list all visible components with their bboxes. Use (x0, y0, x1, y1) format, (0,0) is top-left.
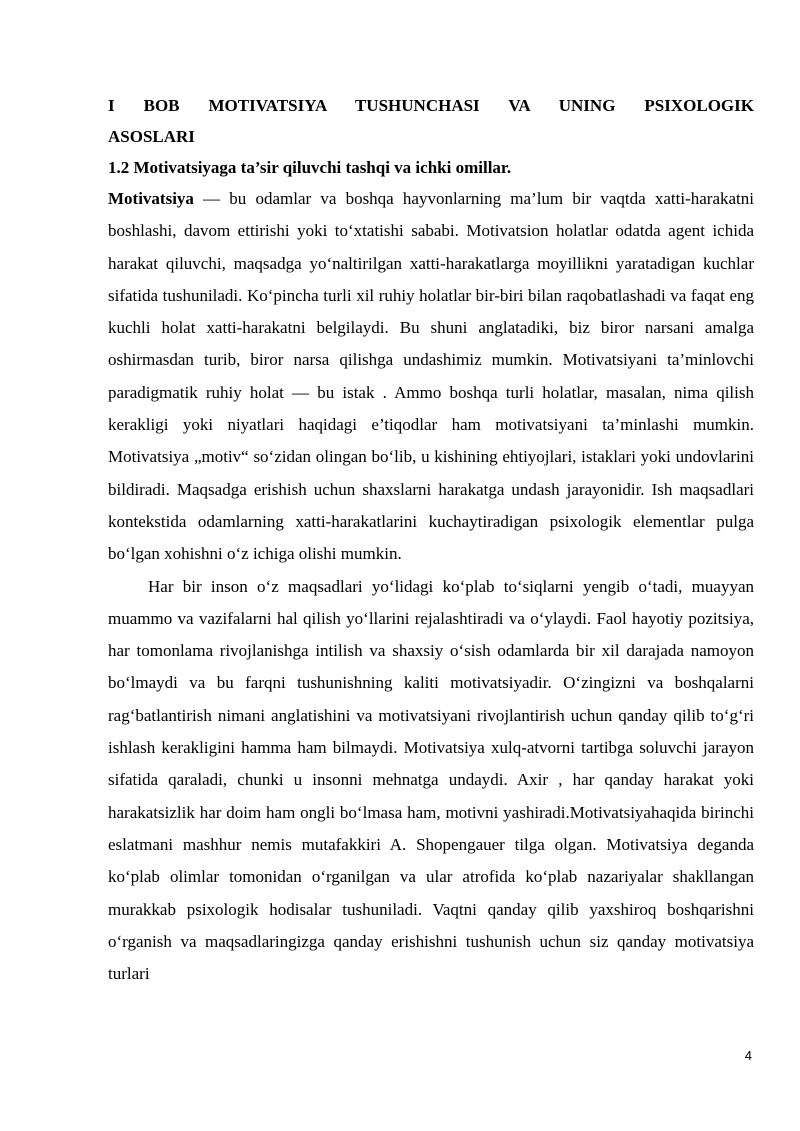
document-page (108, 90, 754, 990)
section-title: 1.2 Motivatsiyaga ta’sir qiluvchi tashqi va ichki omillar. (108, 158, 512, 177)
paragraph-motivation-definition-text: — bu odamlar va boshqa hayvonlarning ma’lum bir vaqtda xatti-harakatni boshlashi, davom ettirishi yoki to‘xtatishi sababi. Motivatsion holatlar odatda agent ichida harakat qiluvchi, maqsadga yo‘naltirilgan xatti-harakatlarga moyillikni yaratadigan kuchlar sifatida tushuniladi. Ko‘pincha turli xil ruhiy holatlar bir-biri bilan raqobatlashadi va faqat eng kuchli holat xatti-harakatni belgilaydi. Bu shuni anglatadiki, biz biror narsani amalga oshirmasdan turib, biror narsa qilishga undashimiz mumkin. Motivatsiyani ta’minlovchi paradigmatik ruhiy holat — bu istak . Ammo boshqa turli holatlar, masalan, nima qilish kerakligi yoki niyatlari haqidagi e’tiqodlar ham motivatsiyani ta’minlashi mumkin. Motivatsiya „motiv“ so‘zidan olingan bo‘lib, u kishining ehtiyojlari, istaklari yoki undovlarini bildiradi. Maqsadga erishish uchun shaxslarni harakatga undash jarayonidir. Ish maqsadlari kontekstida odamlarning xatti-harakatlarini kuchaytiradigan psixologik elementlar pulga bo‘lgan xohishni o‘z ichiga olishi mumkin. (108, 189, 754, 564)
paragraph-motivation-definition (108, 183, 754, 571)
chapter-heading-line2: ASOSLARI (108, 127, 195, 146)
term-motivatsiya: Motivatsiya (108, 189, 194, 208)
paragraph-motivation-overview: Har bir inson o‘z maqsadlari yo‘lidagi ko‘plab to‘siqlarni yengib o‘tadi, muayyan muammo va vazifalarni hal qilish yo‘llarini rejalashtiradi va o‘ylaydi. Faol hayotiy pozitsiya, har tomonlama rivojlanishga intilish va shaxsiy o‘sish odamlarda bir xil darajada namoyon bo‘lmaydi va bu farqni tushunishning kaliti motivatsiyadir. O‘zingizni va boshqalarni rag‘batlantirish nimani anglatishini va motivatsiyani rivojlantirish uchun qanday qilib to‘g‘ri ishlash kerakligini hamma ham bilmaydi. Motivatsiya xulq-atvorni tartibga soluvchi jarayon sifatida qaraladi, chunki u insonni mehnatga undaydi. Axir , har qanday harakat yoki harakatsizlik har doim ham ongli bo‘lmasa ham, motivni yashiradi.Motivatsiyahaqida birinchi eslatmani mashhur nemis mutafakkiri A. Shopengauer tilga olgan. Motivatsiya deganda ko‘plab olimlar tomonidan o‘rganilgan va ular atrofida ko‘plab nazariyalar shakllangan murakkab psixologik hodisalar tushuniladi. Vaqtni qanday qilib yaxshiroq boshqarishni o‘rganish va maqsadlaringizga qanday erishishni tushunish uchun siz qanday motivatsiya turlari (108, 576, 754, 984)
page-number: 4 (744, 1048, 752, 1063)
chapter-heading (108, 90, 754, 152)
chapter-heading-line1: I BOB MOTIVATSIYA TUSHUNCHASI VA UNING PSIXOLOGIK (108, 96, 754, 115)
